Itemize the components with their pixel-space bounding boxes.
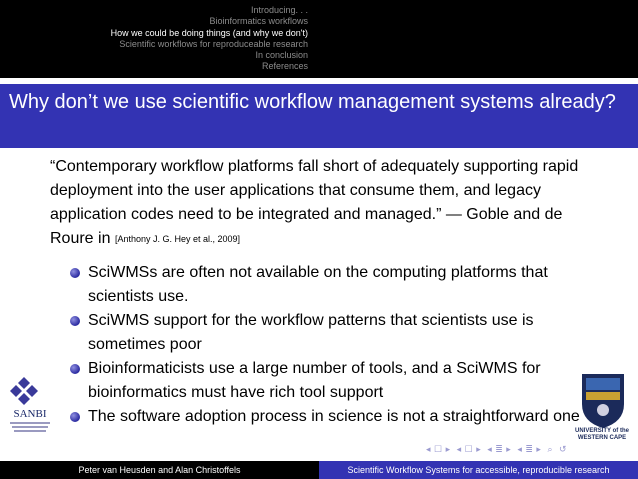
quote-text: “Contemporary workflow platforms fall short of adequately supporting rapid deployment into the user applications that consume them, and legacy application codes need to be integrated and managed.” — Goble and de Roure in (50, 158, 579, 247)
prev-frame-icon[interactable]: ◂ ☐ ▸ (426, 444, 451, 454)
bullet-text: SciWMS support for the workflow patterns that scientists use is sometimes poor (88, 312, 534, 353)
uwc-logo-text: UNIVERSITY of the WESTERN CAPE (575, 428, 629, 441)
slide-title-bar (0, 84, 638, 148)
bullet-icon (70, 268, 80, 278)
nav-item-introducing[interactable]: Introducing. . . (250, 5, 308, 15)
list-item (70, 405, 590, 429)
nav-item-scientific-workflows[interactable]: Scientific workflows for reproduceable research (119, 38, 308, 49)
sanbi-logo-text: SANBI (13, 408, 47, 420)
nav-item-references[interactable]: References (261, 61, 308, 72)
search-icon[interactable]: ⌕ (547, 444, 553, 454)
nav-item-in-conclusion[interactable]: In conclusion (255, 50, 308, 61)
bullet-text: SciWMSs are often not available on the computing platforms that scientists use. (88, 264, 548, 305)
bullet-text: Bioinformaticists use a large number of tools, and a SciWMS for bioinformatics must have rich tool support (88, 360, 541, 401)
beamer-navigation-symbols (426, 444, 626, 456)
sanbi-logo (2, 375, 58, 435)
footer-talk-title: Scientific Workflow Systems for accessible, reproducible research (319, 461, 638, 479)
list-item (70, 357, 590, 405)
footer-authors: Peter van Heusden and Alan Christoffels (78, 465, 241, 475)
bullet-icon (70, 364, 80, 374)
undo-icon[interactable]: ↺ (559, 444, 568, 454)
list-item (70, 261, 590, 309)
nav-item-how-we-could[interactable]: How we could be doing things (and why we don't) (110, 27, 308, 38)
section-navigation (0, 0, 638, 78)
bullet-text: The software adoption process in science is not a straightforward one (88, 408, 580, 425)
bullet-icon (70, 316, 80, 326)
slide-title: Why don’t we use scientific workflow management systems already? (9, 91, 616, 113)
bullet-list (70, 261, 590, 429)
footer (0, 461, 638, 479)
list-item (70, 309, 590, 357)
slide-body (50, 155, 610, 251)
bullet-icon (70, 412, 80, 422)
nav-item-bioinformatics-workflows[interactable]: Bioinformatics workflows (209, 16, 308, 27)
prev-subsection-icon[interactable]: ◂ ☐ ▸ (456, 444, 482, 454)
prev-document-icon[interactable]: ◂ ≣ ▸ (517, 444, 542, 454)
quote-paragraph (50, 155, 610, 251)
citation-link[interactable]: [Anthony J. G. Hey et al., 2009] (114, 234, 241, 244)
section-list (8, 5, 308, 73)
prev-section-icon[interactable]: ◂ ≣ ▸ (487, 444, 512, 454)
